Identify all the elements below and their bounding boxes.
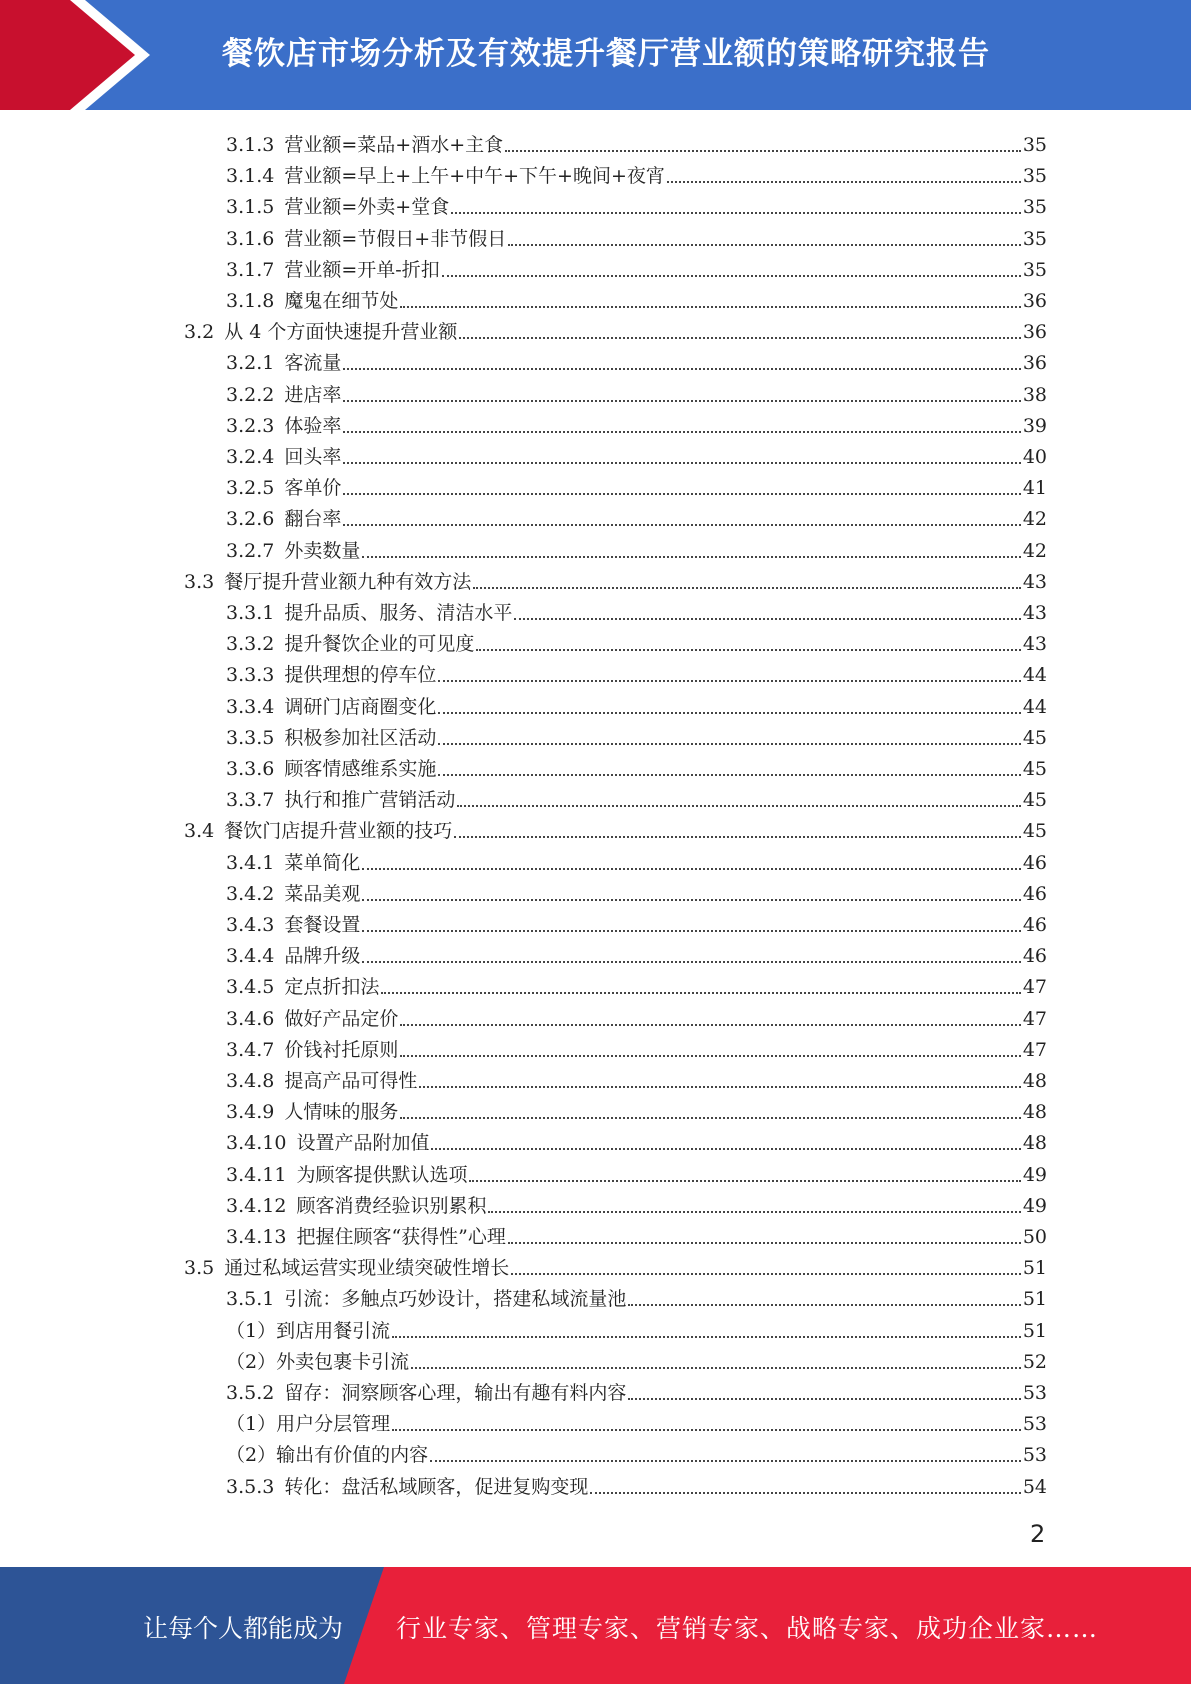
toc-dot-leader [362, 898, 1020, 901]
toc-entry-page: 40 [1022, 446, 1047, 468]
toc-entry-title: 营业额=外卖+堂食 [284, 196, 450, 219]
toc-entry-title: 营业额=节假日+非节假日 [284, 227, 507, 250]
toc-entry[interactable] [226, 1281, 1047, 1312]
toc-dot-leader [343, 399, 1020, 402]
toc-entry-page: 46 [1022, 914, 1047, 936]
toc-dot-leader [451, 211, 1021, 214]
toc-entry[interactable] [184, 564, 1047, 595]
toc-entry-number: 3.4.6 [226, 1007, 275, 1030]
toc-entry-title: 魔鬼在细节处 [284, 290, 399, 312]
toc-entry-number: 3.3.4 [226, 695, 275, 718]
toc-entry-page: 45 [1022, 758, 1047, 780]
toc-entry-title: 顾客消费经验识别累积 [296, 1194, 487, 1217]
footer-slogan-left: 让每个人都能成为 [143, 1614, 344, 1643]
toc-entry-title: 餐饮门店提升营业额的技巧 [224, 820, 453, 843]
toc-entry-page: 43 [1022, 602, 1047, 624]
toc-entry-page: 42 [1022, 539, 1047, 562]
toc-entry[interactable] [226, 221, 1047, 252]
toc-entry-title: 为顾客提供默认选项 [296, 1163, 468, 1186]
toc-dot-leader [667, 180, 1021, 183]
toc-dot-leader [362, 555, 1020, 558]
toc-dot-leader [381, 991, 1020, 994]
toc-entry-number: 3.4.7 [226, 1038, 275, 1061]
toc-entry[interactable] [184, 813, 1047, 844]
toc-entry-page: 48 [1022, 1132, 1047, 1155]
toc-entry[interactable] [226, 1125, 1047, 1156]
toc-entry-number: 3.4.8 [226, 1070, 275, 1092]
toc-entry[interactable] [226, 969, 1047, 1000]
toc-entry-number: 3.4.2 [226, 882, 275, 905]
toc-entry-page: 49 [1022, 1194, 1047, 1217]
toc-entry[interactable] [184, 314, 1047, 345]
toc-entry[interactable] [226, 377, 1047, 408]
toc-entry-page: 48 [1022, 1101, 1047, 1124]
toc-entry[interactable] [226, 907, 1047, 938]
toc-dot-leader [343, 430, 1020, 433]
toc-entry-page: 45 [1022, 789, 1047, 812]
toc-entry-page: 36 [1022, 290, 1047, 312]
page-number: 2 [1030, 1520, 1046, 1548]
toc-dot-leader [476, 648, 1020, 651]
toc-entry-page: 47 [1022, 976, 1047, 999]
toc-entry-number: 3.4.12 [226, 1194, 287, 1217]
toc-entry[interactable] [226, 127, 1047, 158]
toc-entry-title: 进店率 [284, 383, 342, 406]
toc-dot-leader [508, 1241, 1021, 1244]
toc-entry-title: 定点折扣法 [284, 976, 380, 999]
toc-entry-page: 38 [1022, 383, 1047, 406]
toc-dot-leader [400, 1116, 1020, 1119]
toc-entry[interactable] [226, 189, 1047, 220]
toc-entry[interactable] [226, 1001, 1047, 1032]
toc-entry-title: 客流量 [284, 352, 342, 375]
toc-entry[interactable] [226, 626, 1047, 657]
toc-dot-leader [400, 305, 1020, 308]
toc-entry-title: （1）到店用餐引流 [226, 1319, 391, 1342]
toc-entry[interactable] [226, 751, 1047, 782]
toc-entry-page: 45 [1022, 726, 1047, 749]
toc-entry-page: 51 [1022, 1319, 1047, 1342]
toc-entry-page: 47 [1022, 1007, 1047, 1030]
toc-entry-number: 3.3.5 [226, 726, 275, 749]
toc-entry[interactable] [226, 158, 1047, 189]
toc-entry-title: 营业额=早上+上午+中午+下午+晚间+夜宵 [284, 165, 665, 188]
toc-entry-number: 3.4.1 [226, 851, 275, 874]
toc-dot-leader [505, 149, 1021, 152]
toc-entry-title: 做好产品定价 [284, 1007, 399, 1030]
toc-entry[interactable] [226, 657, 1047, 688]
toc-dot-leader [419, 1085, 1020, 1088]
toc-entry-title: 菜单简化 [284, 851, 361, 874]
toc-entry-title: （1）用户分层管理 [226, 1413, 391, 1436]
toc-dot-leader [628, 1397, 1020, 1400]
toc-entry-number: 3.4.3 [226, 914, 275, 936]
toc-dot-leader [473, 586, 1021, 589]
toc-dot-leader [514, 617, 1020, 620]
toc-dot-leader [457, 804, 1020, 807]
toc-entry-number: 3.4.9 [226, 1101, 275, 1124]
toc-entry-number: 3.2.1 [226, 352, 275, 375]
toc-entry-number: 3.2.2 [226, 383, 275, 406]
toc-entry-page: 51 [1022, 1288, 1047, 1311]
toc-dot-leader [438, 679, 1020, 682]
toc-entry-title: 提升餐饮企业的可见度 [284, 633, 475, 656]
toc-entry-title: 留存：洞察顾客心理，输出有趣有料内容 [284, 1382, 627, 1404]
toc-entry-number: 3.4 [184, 820, 215, 843]
toc-entry-page: 46 [1022, 851, 1047, 874]
toc-entry-page: 54 [1022, 1475, 1047, 1498]
toc-entry-number: 3.3.6 [226, 758, 275, 780]
toc-entry-title: 菜品美观 [284, 882, 361, 905]
page-footer [0, 1567, 1191, 1684]
toc-entry[interactable] [226, 1063, 1047, 1094]
toc-entry-number: 3.3.2 [226, 633, 275, 656]
toc-entry-page: 39 [1022, 414, 1047, 437]
toc-dot-leader [343, 461, 1020, 464]
toc-entry-title: 套餐设置 [284, 914, 361, 936]
toc-entry-title: 体验率 [284, 414, 342, 437]
toc-entry-page: 35 [1022, 227, 1047, 250]
toc-entry-number: 3.1.8 [226, 290, 275, 312]
toc-dot-leader [362, 960, 1020, 963]
toc-dot-leader [590, 1491, 1020, 1494]
toc-entry-number: 3.4.11 [226, 1163, 287, 1186]
toc-entry-title: 餐厅提升营业额九种有效方法 [224, 570, 472, 593]
toc-entry-title: 引流：多触点巧妙设计，搭建私域流量池 [284, 1288, 627, 1311]
toc-entry-page: 36 [1022, 352, 1047, 375]
toc-entry-title: 翻台率 [284, 508, 342, 531]
toc-entry-title: 调研门店商圈变化 [284, 695, 437, 718]
toc-dot-leader [430, 1459, 1021, 1462]
toc-entry-title: 人情味的服务 [284, 1101, 399, 1124]
toc-entry-page: 49 [1022, 1163, 1047, 1186]
toc-entry-number: 3.1.7 [226, 258, 275, 281]
toc-entry-page: 35 [1022, 165, 1047, 188]
toc-entry[interactable] [226, 1406, 1047, 1437]
toc-entry-number: 3.3.7 [226, 789, 275, 812]
toc-entry-title: 品牌升级 [284, 945, 361, 968]
toc-entry[interactable] [226, 283, 1047, 314]
toc-dot-leader [508, 243, 1021, 246]
toc-entry-page: 48 [1022, 1070, 1047, 1092]
toc-entry-number: 3.1.6 [226, 227, 275, 250]
toc-entry[interactable] [226, 782, 1047, 813]
toc-dot-leader [343, 492, 1020, 495]
toc-entry-number: 3.3.1 [226, 602, 275, 624]
toc-entry-title: 执行和推广营销活动 [284, 789, 456, 812]
toc-entry[interactable] [226, 1032, 1047, 1063]
toc-entry-title: 回头率 [284, 446, 342, 468]
toc-entry-number: 3.5 [184, 1257, 215, 1280]
toc-entry-page: 44 [1022, 695, 1047, 718]
toc-dot-leader [454, 835, 1021, 838]
toc-entry-page: 42 [1022, 508, 1047, 531]
toc-dot-leader [362, 867, 1020, 870]
toc-entry-title: （2）外卖包裹卡引流 [226, 1350, 410, 1373]
toc-entry-number: 3.3.3 [226, 664, 275, 687]
toc-entry[interactable] [226, 1437, 1047, 1468]
toc-entry-title: 营业额=开单-折扣 [284, 258, 440, 281]
toc-entry-title: 客单价 [284, 477, 342, 500]
toc-entry-page: 35 [1022, 258, 1047, 281]
toc-entry-page: 50 [1022, 1226, 1047, 1248]
toc-entry[interactable] [226, 1188, 1047, 1219]
toc-entry-title: 从 4 个方面快速提升营业额 [224, 321, 458, 344]
toc-dot-leader [459, 336, 1020, 339]
toc-entry-number: 3.2.7 [226, 539, 275, 562]
toc-dot-leader [392, 1335, 1021, 1338]
toc-entry[interactable] [226, 1469, 1047, 1500]
toc-entry-title: 营业额=菜品+酒水+主食 [284, 134, 504, 156]
toc-entry[interactable] [226, 252, 1047, 283]
toc-entry-number: 3.2 [184, 321, 215, 344]
toc-entry-title: 价钱衬托原则 [284, 1038, 399, 1061]
toc-dot-leader [438, 773, 1020, 776]
toc-entry-page: 52 [1022, 1350, 1047, 1373]
toc-entry-number: 3.1.5 [226, 196, 275, 219]
toc-entry-page: 51 [1022, 1257, 1047, 1280]
toc-entry-page: 41 [1022, 477, 1047, 500]
toc-entry-page: 35 [1022, 196, 1047, 219]
toc-entry[interactable] [226, 1219, 1047, 1250]
toc-entry-page: 45 [1022, 820, 1047, 843]
toc-entry[interactable] [226, 876, 1047, 907]
toc-entry-page: 47 [1022, 1038, 1047, 1061]
toc-entry-page: 53 [1022, 1382, 1047, 1404]
toc-entry-page: 36 [1022, 321, 1047, 344]
toc-entry[interactable] [226, 938, 1047, 969]
toc-entry[interactable] [226, 1313, 1047, 1344]
toc-dot-leader [400, 1054, 1020, 1057]
toc-entry[interactable] [226, 470, 1047, 501]
toc-entry-number: 3.5.3 [226, 1475, 275, 1498]
toc-entry-page: 46 [1022, 882, 1047, 905]
document-title: 餐饮店市场分析及有效提升餐厅营业额的策略研究报告 [222, 36, 990, 72]
toc-entry-number: 3.4.4 [226, 945, 275, 968]
toc-dot-leader [343, 367, 1020, 370]
toc-entry[interactable] [226, 345, 1047, 376]
toc-dot-leader [442, 274, 1021, 277]
toc-entry-number: 3.5.1 [226, 1288, 275, 1311]
toc-entry-number: 3.2.6 [226, 508, 275, 531]
toc-entry[interactable] [226, 1157, 1047, 1188]
toc-entry[interactable] [226, 1375, 1047, 1406]
toc-entry-page: 44 [1022, 664, 1047, 687]
toc-entry-title: （2）输出有价值的内容 [226, 1444, 429, 1467]
toc-entry-number: 3.1.4 [226, 165, 275, 188]
toc-entry-title: 提升品质、服务、清洁水平 [284, 602, 513, 624]
toc-entry-title: 通过私域运营实现业绩突破性增长 [224, 1257, 510, 1280]
toc-entry-number: 3.4.13 [226, 1226, 287, 1248]
toc-entry[interactable] [226, 533, 1047, 564]
toc-dot-leader [411, 1366, 1021, 1369]
toc-entry-title: 外卖数量 [284, 539, 361, 562]
toc-entry-number: 3.3 [184, 570, 215, 593]
toc-entry[interactable] [226, 720, 1047, 751]
toc-entry[interactable] [226, 439, 1047, 470]
toc-entry-number: 3.2.5 [226, 477, 275, 500]
toc-entry-number: 3.1.3 [226, 134, 275, 156]
page-header [0, 0, 1191, 110]
toc-entry-number: 3.4.10 [226, 1132, 287, 1155]
toc-entry[interactable] [226, 595, 1047, 626]
toc-entry-page: 43 [1022, 570, 1047, 593]
toc-entry-number: 3.5.2 [226, 1382, 275, 1404]
toc-dot-leader [362, 929, 1020, 932]
toc-entry[interactable] [184, 1250, 1047, 1281]
toc-entry[interactable] [226, 1094, 1047, 1125]
toc-entry-number: 3.4.5 [226, 976, 275, 999]
toc-dot-leader [511, 1272, 1021, 1275]
toc-entry[interactable] [226, 845, 1047, 876]
toc-entry-page: 53 [1022, 1444, 1047, 1467]
toc-entry[interactable] [226, 1344, 1047, 1375]
toc-entry-title: 顾客情感维系实施 [284, 758, 437, 780]
toc-dot-leader [628, 1303, 1020, 1306]
toc-dot-leader [431, 1147, 1020, 1150]
toc-entry-number: 3.2.4 [226, 446, 275, 468]
toc-entry-page: 53 [1022, 1413, 1047, 1436]
toc-entry-title: 积极参加社区活动 [284, 726, 437, 749]
toc-dot-leader [488, 1210, 1020, 1213]
toc-dot-leader [392, 1428, 1021, 1431]
toc-entry[interactable] [226, 501, 1047, 532]
toc-entry-page: 35 [1022, 134, 1047, 156]
toc-entry-title: 设置产品附加值 [296, 1132, 430, 1155]
toc-entry-page: 43 [1022, 633, 1047, 656]
toc-dot-leader [438, 711, 1020, 714]
toc-entry-title: 转化：盘活私域顾客，促进复购变现 [284, 1475, 589, 1498]
toc-entry[interactable] [226, 408, 1047, 439]
toc-dot-leader [438, 742, 1020, 745]
toc-entry-number: 3.2.3 [226, 414, 275, 437]
toc-entry-title: 把握住顾客“获得性”心理 [296, 1226, 506, 1248]
toc-entry-title: 提供理想的停车位 [284, 664, 437, 687]
toc-entry[interactable] [226, 689, 1047, 720]
toc-entry-title: 提高产品可得性 [284, 1070, 418, 1092]
toc-dot-leader [400, 1023, 1020, 1026]
toc-dot-leader [469, 1179, 1020, 1182]
toc-dot-leader [343, 523, 1020, 526]
footer-slogan-right: 行业专家、管理专家、营销专家、战略专家、成功企业家…… [396, 1614, 1099, 1643]
toc-entry-page: 46 [1022, 945, 1047, 968]
